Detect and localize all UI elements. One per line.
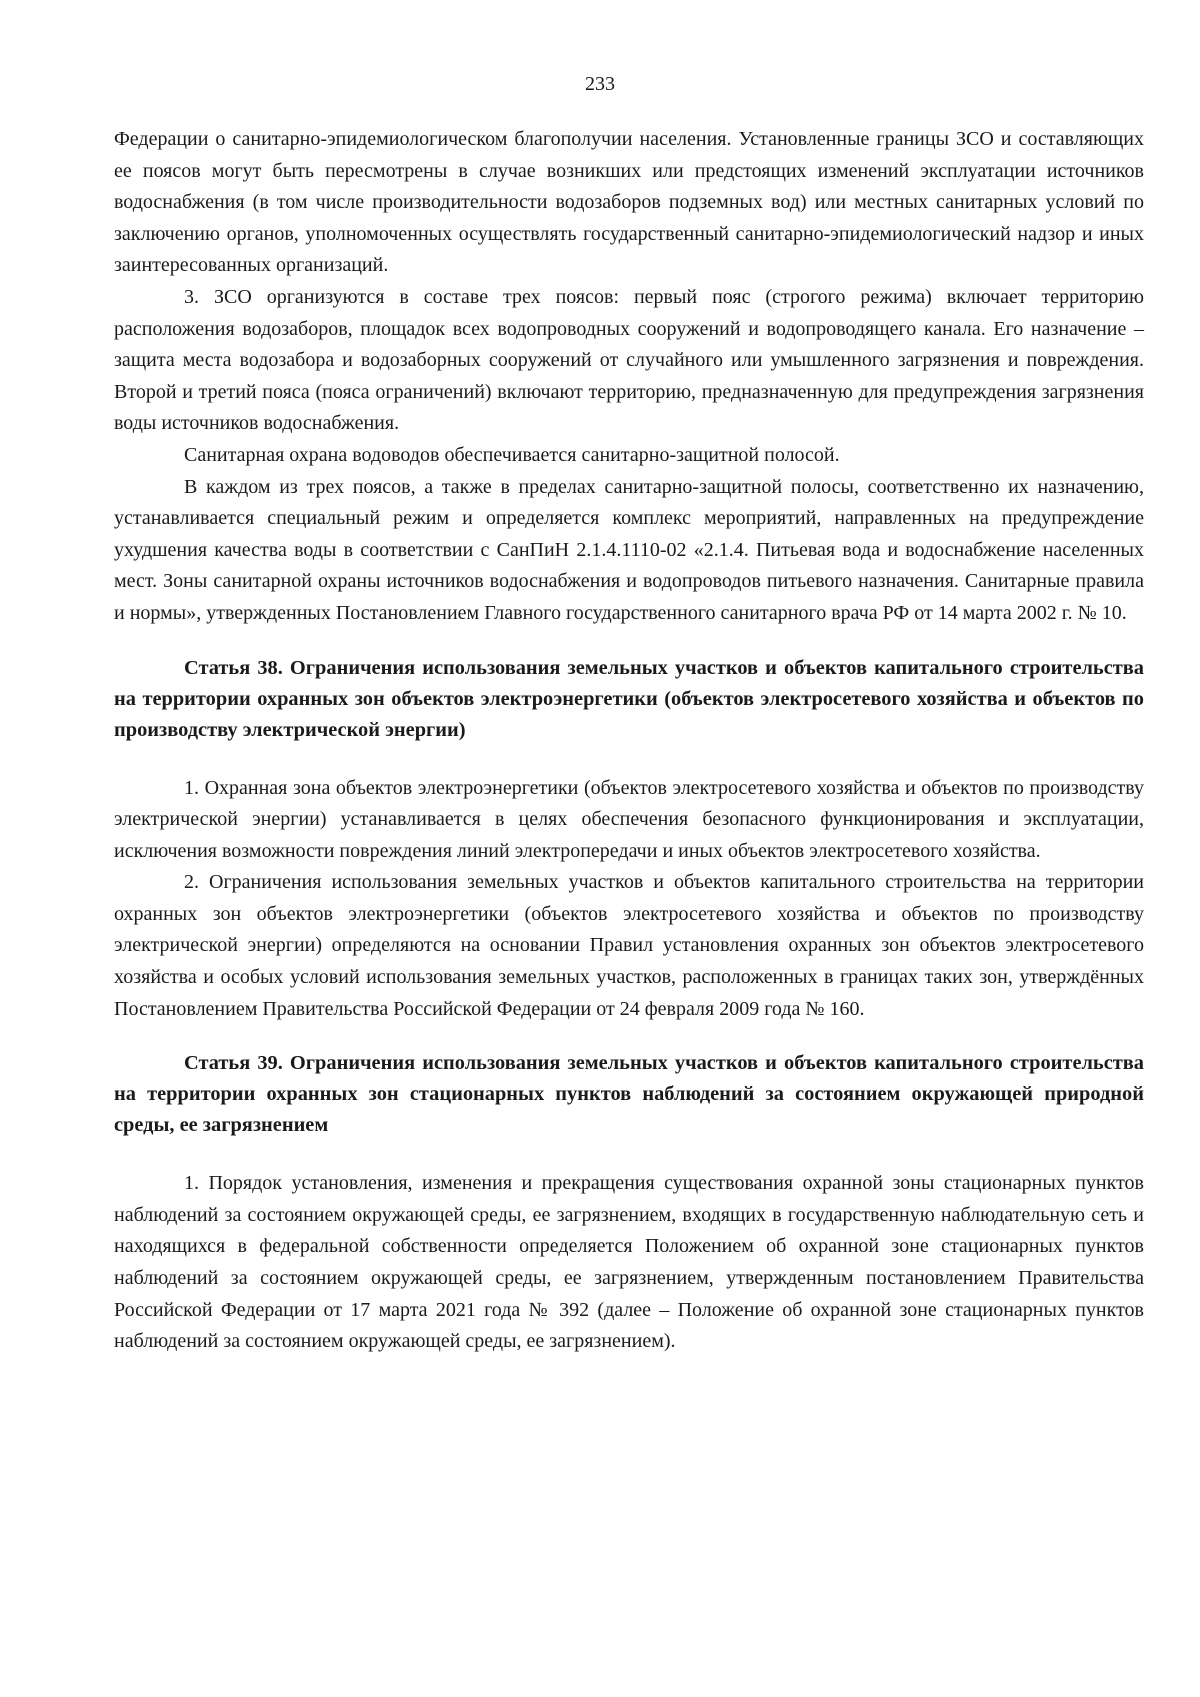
paragraph-article-38-item-1: 1. Охранная зона объектов электроэнергетики (объектов электросетевого хозяйства и объектов по производству электрической энергии) устанавливается в целях обеспечения безопасного функционирования и эксплуатации, исключения возможности повреждения линий электропередачи и иных объектов электросетевого хозяйства. (114, 776, 1144, 862)
paragraph-special-regime: В каждом из трех поясов, а также в пределах санитарно-защитной полосы, соответственно их назначению, устанавливается специальный режим и определяется комплекс мероприятий, направленных на предупреждение ухудшения качества воды в соответствии с СанПиН 2.1.4.1110-02 «2.1.4. Питьевая вода и водоснабжение населенных мест. Зоны санитарной охраны источников водоснабжения и водопроводов питьевого назначения. Санитарные правила и нормы», утвержденных Постановлением Главного государственного санитарного врача РФ от 14 марта 2002 г. № 10. (114, 475, 1144, 624)
paragraph-article-38-item-2: 2. Ограничения использования земельных участков и объектов капитального строительства на территории охранных зон объектов электроэнергетики (объектов электросетевого хозяйства и объектов по производству электрической энергии) определяются на основании Правил установления охранных зон объектов электросетевого хозяйства и особых условий использования земельных участков, расположенных в границах таких зон, утверждённых Постановлением Правительства Российской Федерации от 24 февраля 2009 года № 160. (114, 871, 1144, 1020)
paragraph-zso-belts: 3. ЗСО организуются в составе трех поясов: первый пояс (строгого режима) включает территорию расположения водозаборов, площадок всех водопроводных сооружений и водопроводящего канала. Его назначение – защита места водозабора и водозаборных сооружений от случайного или умышленного загрязнения и повреждения. Второй и третий пояса (пояса ограничений) включают территорию, предназначенную для предупреждения загрязнения воды источников водоснабжения. (114, 285, 1144, 435)
article-38-heading: Статья 38. Ограничения использования земельных участков и объектов капитального строительства на территории охранных зон объектов электроэнергетики (объектов электросетевого хозяйства и объектов по производству электрической энергии) (114, 656, 1144, 741)
document-body (114, 124, 1144, 1358)
paragraph-zso-borders: Федерации о санитарно-эпидемиологическом благополучии населения. Установленные границы ЗСО и составляющих ее поясов могут быть пересмотрены в случае возникших или предстоящих изменений эксплуатации источников водоснабжения (в том числе производительности водозаборов подземных вод) или местных санитарных условий по заключению органов, уполномоченных осуществлять государственный санитарно-эпидемиологический надзор и иных заинтересованных организаций. (114, 128, 1144, 277)
article-39-heading: Статья 39. Ограничения использования земельных участков и объектов капитального строительства на территории охранных зон стационарных пунктов наблюдений за состоянием окружающей природной среды, ее загрязнением (114, 1052, 1144, 1137)
paragraph-water-conduits: Санитарная охрана водоводов обеспечивается санитарно-защитной полосой. (184, 443, 840, 466)
page-number: 233 (585, 73, 615, 95)
paragraph-article-39-item-1: 1. Порядок установления, изменения и прекращения существования охранной зоны стационарных пунктов наблюдений за состоянием окружающей среды, ее загрязнением, входящих в государственную наблюдательную сеть и находящихся в федеральной собственности определяется Положением об охранной зоне стационарных пунктов наблюдений за состоянием окружающей среды, ее загрязнением, утвержденным постановлением Правительства Российской Федерации от 17 марта 2021 года № 392 (далее – Положение об охранной зоне стационарных пунктов наблюдений за состоянием окружающей среды, ее загрязнением). (114, 1172, 1144, 1353)
